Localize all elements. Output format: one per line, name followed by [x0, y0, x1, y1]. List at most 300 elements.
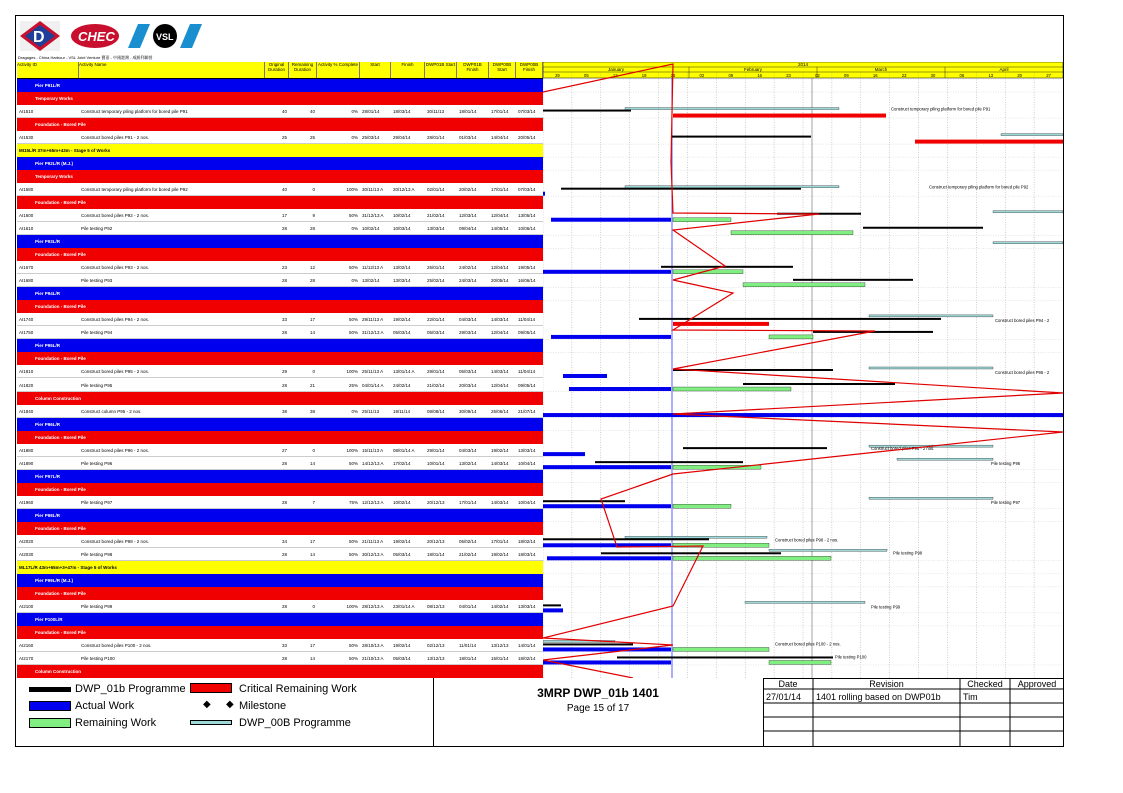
bar-label: Pile testing P100: [835, 654, 867, 660]
cell: 17: [309, 538, 315, 544]
pier-group-header: [17, 157, 543, 170]
cell: 0%: [351, 109, 358, 115]
cell: Pile testing P100: [81, 655, 115, 661]
cell: 09/05/14: [518, 330, 536, 336]
cell: 28: [309, 226, 315, 232]
cell: 24/02/14: [459, 265, 477, 271]
cell: 11/01/14: [459, 642, 477, 648]
activity-row: [17, 379, 543, 392]
cell: 17: [309, 317, 315, 323]
cell: Pile testing P98: [81, 551, 113, 557]
cell: 29/01/14: [427, 447, 445, 453]
group-label: Foundation - Bored Pile: [35, 590, 86, 596]
work-group-header: [17, 196, 543, 209]
group-label: Foundation - Bored Pile: [35, 200, 86, 206]
month-label: January: [607, 67, 625, 73]
work-group-header: [17, 352, 543, 365]
cell: 33: [281, 317, 287, 323]
gantt-bar: [671, 136, 811, 138]
cell: 28: [281, 382, 287, 388]
cell: 13/02/14: [459, 460, 477, 466]
cell: 100%: [346, 603, 358, 609]
cell: Pile testing P94: [81, 330, 113, 336]
week-label: 27: [1046, 73, 1051, 78]
cell: 04/01/14 A: [362, 382, 384, 388]
cell: 17: [281, 213, 287, 219]
legend-dwp00b: DWP_00B Programme: [239, 717, 351, 729]
cell: 30/09/14: [459, 408, 477, 414]
cell: 25/06/14: [491, 408, 509, 414]
drawing-title: 3MRP DWP_01b 1401: [537, 686, 659, 700]
cell: AI1680: [19, 278, 34, 284]
cell: 18/01/14: [459, 109, 477, 115]
cell: 100%: [346, 369, 358, 375]
cell: 17: [309, 642, 315, 648]
cell: AI2030: [19, 551, 34, 557]
cell: 14/03/14: [491, 460, 509, 466]
cell: 28: [281, 499, 287, 505]
week-label: 09: [728, 73, 734, 78]
cell: AI1890: [19, 460, 34, 466]
cell: AI2100: [19, 603, 34, 609]
cell: 17/01/14: [491, 187, 509, 193]
cell: 0%: [351, 226, 358, 232]
gantt-bar: [1001, 134, 1063, 136]
cell: 25/11/13: [362, 408, 380, 414]
gantt-bar: [673, 114, 886, 118]
cell: 19/11/14: [393, 408, 411, 414]
cell: 14/12/13 A: [362, 460, 384, 466]
work-group-header: [17, 248, 543, 261]
gantt-bar: [543, 538, 709, 540]
cell: 20/03/14: [459, 382, 477, 388]
cell: 05/03/14: [393, 655, 411, 661]
bar-label: Construct bored piles P94 - 2: [995, 317, 1050, 323]
gantt-bar: [793, 279, 913, 281]
cell: 29/11/13 A: [362, 317, 384, 323]
cell: 21/02/14: [427, 213, 445, 219]
cell: 19/02/14: [491, 447, 509, 453]
activity-row: [17, 496, 543, 509]
gantt-bar: [547, 556, 671, 560]
cell: 25/03/14: [362, 135, 380, 141]
rev-header-date: Date: [778, 679, 798, 689]
work-group-header: [17, 665, 543, 678]
gantt-bar: [543, 270, 671, 274]
rev-header-approved: Approved: [1017, 679, 1057, 689]
cell: 18/02/14: [518, 538, 536, 544]
cell: 25/01/14: [427, 265, 445, 271]
gantt-bar: [551, 218, 671, 222]
cell: AI2170: [19, 655, 34, 661]
cell: 12/03/14: [459, 213, 477, 219]
activity-row: [17, 209, 543, 222]
cell: 40: [281, 187, 287, 193]
cell: 50%: [348, 330, 358, 336]
cell: 05/03/14: [393, 551, 411, 557]
cell: 04/01/14: [459, 603, 477, 609]
cell: 25: [281, 135, 287, 141]
cell: AI1600: [19, 213, 34, 219]
group-label: Foundation - Bored Pile: [35, 122, 86, 128]
cell: 20/12/13: [427, 538, 445, 544]
cell: AI2160: [19, 642, 34, 648]
activity-row: [17, 222, 543, 235]
gantt-bar: [673, 504, 731, 508]
stage-header: [17, 561, 543, 574]
cell: 28/01/14: [362, 109, 380, 115]
cell: 28: [281, 330, 287, 336]
cell: Construct temporary piling platform for bored pile P92: [81, 187, 188, 193]
cell: 19/02/14: [393, 317, 411, 323]
week-label: 12: [612, 73, 618, 78]
gantt-bar: [543, 192, 545, 196]
cell: 17/01/14: [491, 538, 509, 544]
cell: 17/01/14: [459, 499, 477, 505]
cell: 29/03/14: [459, 330, 477, 336]
cell: 100%: [346, 187, 358, 193]
legend-dwp01b: DWP_01b Programme: [75, 683, 186, 695]
cell: 14/03/14: [491, 499, 509, 505]
legend-remaining: Remaining Work: [75, 717, 157, 729]
cell: 05/03/14: [393, 330, 411, 336]
group-label: Column Construction: [35, 395, 81, 401]
cell: 34: [281, 538, 287, 544]
gantt-bar: [673, 218, 731, 222]
cell: 10/01/14: [427, 460, 445, 466]
column-header: DWP00B Start: [489, 62, 516, 78]
company-name: Dragages - China Harbour - VSL Joint Venture 寶嘉 - 中國港灣 - 威勝利聯營: [18, 55, 153, 60]
cell: 75%: [348, 499, 358, 505]
cell: 20/12/13: [427, 499, 445, 505]
cell: 29/01/14: [427, 369, 445, 375]
work-group-header: [17, 522, 543, 535]
cell: 25/02/14: [427, 278, 445, 284]
logo-vsl: VSL: [156, 32, 174, 42]
cell: 13/03/14: [427, 226, 445, 232]
cell: 04/03/14: [459, 317, 477, 323]
cell: AI1580: [19, 187, 34, 193]
cell: AI1840: [19, 408, 34, 414]
legend-milestone: Milestone: [239, 700, 287, 712]
gantt-bar: [543, 504, 671, 508]
gantt-bar: [869, 497, 993, 499]
group-label: Temporary Works: [35, 174, 73, 180]
cell: 13/03/14: [518, 603, 536, 609]
cell: Construct temporary piling platform for bored pile P91: [81, 109, 188, 115]
pier-group-header: [17, 339, 543, 352]
year-label: 2014: [797, 62, 809, 68]
week-label: 05: [583, 73, 589, 78]
group-label: Foundation - Bored Pile: [35, 486, 86, 492]
logo-d: D: [33, 29, 45, 46]
pier-group-header: [17, 287, 543, 300]
cell: 19/02/14: [491, 551, 509, 557]
cell: 18/02/14: [518, 655, 536, 661]
gantt-bar: [673, 647, 769, 651]
cell: 30/11/13 A: [362, 187, 384, 193]
cell: 22/01/14: [427, 317, 445, 323]
cell: 01/03/14: [459, 135, 477, 141]
work-group-header: [17, 431, 543, 444]
bar-label: Construct bored piles P95 - 2: [995, 369, 1050, 375]
cell: 14/03/14: [491, 317, 509, 323]
gantt-bar: [543, 413, 1063, 417]
column-header: Activity ID: [17, 62, 79, 78]
group-label: Foundation - Bored Pile: [35, 356, 86, 362]
cell: 14/01/14: [518, 642, 536, 648]
cell: 18/03/14: [393, 109, 411, 115]
cell: 31/12/13 A: [362, 213, 384, 219]
work-group-header: [17, 118, 543, 131]
week-label: 23: [786, 73, 791, 78]
milestone-diamond-icon: ◆: [203, 699, 211, 710]
cell: 50%: [348, 551, 358, 557]
cell: 09/05/14: [518, 382, 536, 388]
group-label: Foundation - Bored Pile: [35, 304, 86, 310]
gantt-bar: [551, 335, 671, 339]
cell: 15/01/14: [491, 655, 509, 661]
cell: AI1740: [19, 317, 34, 323]
activity-row: [17, 444, 543, 457]
group-label: Pier P92L/R (M.J.): [35, 161, 74, 167]
cell: 13/03/14: [393, 278, 411, 284]
cell: 18/01/14: [459, 655, 477, 661]
work-group-header: [17, 587, 543, 600]
pier-group-header: [17, 509, 543, 522]
cell: 14: [309, 551, 315, 557]
pier-group-header: [17, 574, 543, 587]
bar-label: Construct temporary piling platform for bored pile P92: [929, 184, 1029, 190]
table-header: [17, 62, 543, 79]
cell: 19/02/14: [393, 538, 411, 544]
cell: AI1810: [19, 369, 34, 375]
activity-row: [17, 313, 543, 326]
gantt-bar: [617, 656, 833, 658]
legend-critical: Critical Remaining Work: [239, 683, 357, 695]
gantt-bar: [863, 227, 983, 229]
cell: Construct bored piles P94 - 2 nos.: [81, 317, 150, 323]
gantt-bar: [993, 211, 1063, 213]
gantt-bar: [897, 458, 993, 460]
rev-checked: Tim: [963, 692, 978, 702]
cell: AI1530: [19, 135, 34, 141]
gantt-bar: [661, 266, 793, 268]
rev-date: 27/01/14: [766, 692, 802, 702]
week-label: 09: [843, 73, 849, 78]
cell: 23: [281, 265, 287, 271]
column-header: DWP00B Finish: [516, 62, 543, 78]
column-header: Original Duration: [265, 62, 289, 78]
cell: 24/02/14: [393, 382, 411, 388]
pier-group-header: [17, 470, 543, 483]
cell: Construct bored piles P96 - 2 nos.: [81, 447, 150, 453]
cell: 50%: [348, 538, 358, 544]
cell: 13/03/14: [518, 447, 536, 453]
cell: 14: [309, 655, 315, 661]
gantt-bar: [769, 335, 813, 339]
cell: 14: [309, 330, 315, 336]
cell: Pile testing P96: [81, 460, 113, 466]
cell: 18/03/14: [518, 551, 536, 557]
legend-swatch-dwp00b: [190, 720, 232, 725]
gantt-bar: [743, 383, 895, 385]
legend-swatch-actual: [29, 701, 71, 711]
pier-group-header: [17, 613, 543, 626]
gantt-bar: [869, 367, 993, 369]
group-label: Foundation - Bored Pile: [35, 629, 86, 635]
activity-row: [17, 600, 543, 613]
rev-description: 1401 rolling based on DWP01b: [816, 692, 941, 702]
cell: 13/02/14: [362, 278, 380, 284]
cell: 38: [281, 408, 287, 414]
cell: AI1610: [19, 226, 34, 232]
cell: 13/12/13: [491, 642, 509, 648]
month-label: April: [999, 67, 1009, 73]
cell: 10/06/14: [518, 226, 536, 232]
cell: 10/04/14: [518, 499, 536, 505]
group-label: Temporary Works: [35, 96, 73, 102]
activity-row: [17, 183, 543, 196]
cell: 08/08/14: [427, 408, 445, 414]
cell: AI1750: [19, 330, 34, 336]
cell: 20/05/14: [491, 278, 509, 284]
legend-swatch-dwp01b: [29, 687, 71, 692]
cell: 0%: [351, 278, 358, 284]
group-label: Pier P94L/R: [35, 291, 61, 297]
company-logos: [20, 20, 220, 52]
gantt-bar: [569, 387, 671, 391]
gantt-bar: [869, 315, 993, 317]
cell: 12/04/14: [491, 382, 509, 388]
cell: 21/10/13 A: [362, 655, 384, 661]
cell: 05/02/14: [459, 538, 477, 544]
stage-header: [17, 144, 543, 157]
gantt-bar: [543, 110, 631, 112]
cell: Pile testing P95: [81, 382, 113, 388]
group-label: Foundation - Bored Pile: [35, 434, 86, 440]
gantt-bar: [543, 604, 561, 606]
month-label: March: [874, 67, 888, 73]
cell: AI1880: [19, 447, 34, 453]
cell: 21/02/14: [427, 382, 445, 388]
cell: 08/12/13: [427, 603, 445, 609]
cell: 02/01/14: [427, 187, 445, 193]
cell: 07/03/14: [518, 187, 536, 193]
cell: 21/02/14: [459, 551, 477, 557]
cell: Construct bored piles P98 - 2 nos.: [81, 538, 150, 544]
legend-swatch-critical: [190, 683, 232, 693]
column-header: Activity Name: [79, 62, 265, 78]
cell: 50%: [348, 265, 358, 271]
cell: 25/11/13 A: [362, 369, 384, 375]
cell: 10/02/14: [362, 226, 380, 232]
cell: 20/05/14: [518, 135, 536, 141]
cell: 50%: [348, 213, 358, 219]
gantt-bar: [915, 140, 1063, 144]
cell: 13/02/14: [393, 265, 411, 271]
cell: 28: [309, 278, 315, 284]
cell: 0: [312, 447, 315, 453]
cell: AI1820: [19, 382, 34, 388]
cell: 28/12/13 A: [362, 603, 384, 609]
cell: 05/03/14: [427, 330, 445, 336]
work-group-header: [17, 626, 543, 639]
cell: 08/01/14 A: [393, 447, 415, 453]
week-label: 02: [815, 73, 820, 78]
pier-group-header: [17, 79, 543, 92]
cell: 10/02/14: [393, 499, 411, 505]
cell: Construct bored piles P95 - 2 nos.: [81, 369, 150, 375]
cell: 28: [281, 278, 287, 284]
gantt-bar: [625, 536, 767, 538]
cell: 50%: [348, 642, 358, 648]
activity-row: [17, 365, 543, 378]
group-label: Foundation - Bored Pile: [35, 252, 86, 258]
cell: 100%: [346, 447, 358, 453]
legend-actual: Actual Work: [75, 700, 135, 712]
cell: 02/12/13: [427, 642, 445, 648]
week-label: 06: [959, 73, 965, 78]
cell: 0: [312, 187, 315, 193]
cell: AI2020: [19, 538, 34, 544]
cell: 04/03/14: [459, 447, 477, 453]
cell: 19/05/14: [518, 265, 536, 271]
gantt-bar: [561, 188, 801, 190]
gantt-bar: [769, 549, 887, 551]
cell: 50%: [348, 460, 358, 466]
month-label: February: [743, 67, 763, 73]
gantt-bar: [601, 552, 781, 554]
cell: 10/02/14: [393, 213, 411, 219]
cell: 14: [309, 460, 315, 466]
week-label: 29: [555, 73, 560, 78]
cell: 17/02/14: [393, 460, 411, 466]
gantt-bar: [595, 461, 743, 463]
cell: 14/03/14: [491, 369, 509, 375]
group-label: Pier P97L/R: [35, 473, 61, 479]
cell: 0%: [351, 408, 358, 414]
cell: 17/01/14: [491, 109, 509, 115]
cell: AI1670: [19, 265, 34, 271]
cell: 24/03/14: [459, 278, 477, 284]
cell: 14/05/14: [491, 226, 509, 232]
group-label: Pier P95L/R: [35, 343, 61, 349]
gantt-bar: [745, 601, 865, 603]
cell: 28/10/13 A: [362, 642, 384, 648]
cell: 11/12/13 A: [362, 265, 384, 271]
bar-label: Construct bored piles P100 - 2 nos.: [775, 641, 841, 647]
bar-label: Pile testing P97: [991, 500, 1021, 506]
gantt-bar: [731, 231, 853, 235]
gantt-bar: [563, 374, 607, 378]
cell: 13/12/13: [427, 655, 445, 661]
cell: 07/03/14: [518, 109, 536, 115]
cell: AI1510: [19, 109, 34, 115]
work-group-header: [17, 392, 543, 405]
cell: 40: [281, 109, 287, 115]
cell: 19/02/14: [393, 642, 411, 648]
cell: 13/05/14: [518, 213, 536, 219]
bar-label: Construct temporary piling platform for bored pile P91: [891, 106, 991, 112]
cell: 12: [309, 265, 315, 271]
group-label: Pier P96L/R: [35, 421, 61, 427]
group-label: MI15L/R 37m+65m+43m - Stage 5 of Works: [19, 148, 111, 154]
activity-row: [17, 405, 543, 418]
gantt-bar: [543, 500, 625, 502]
cell: 50%: [348, 655, 358, 661]
cell: 30/12/13 A: [362, 551, 384, 557]
